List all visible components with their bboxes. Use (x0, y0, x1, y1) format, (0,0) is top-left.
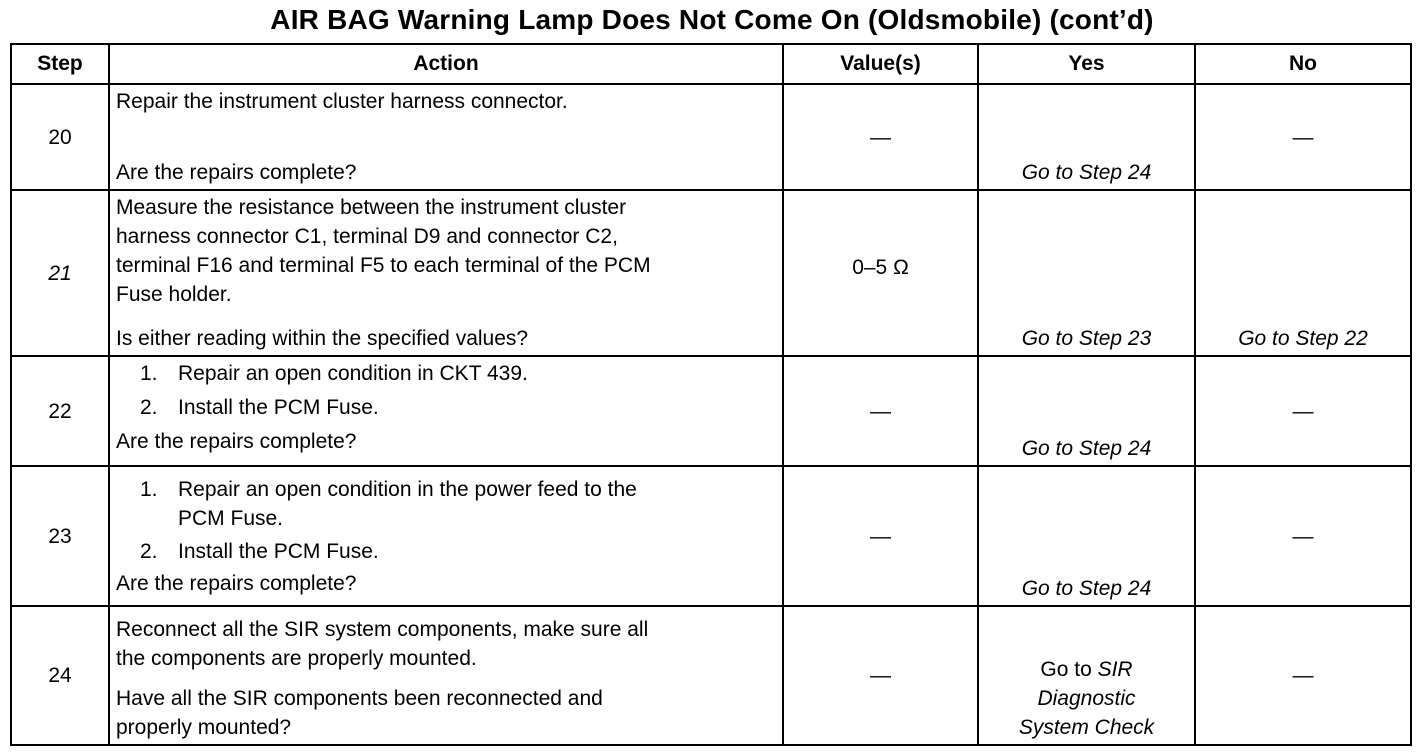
header-action: Action (109, 44, 783, 84)
page-title: AIR BAG Warning Lamp Does Not Come On (Oldsmobile) (cont’d) (270, 4, 1154, 35)
header-yes: Yes (978, 44, 1195, 84)
action-text-line: Fuse holder. (116, 283, 232, 306)
values-cell: — (783, 356, 978, 466)
step-number: 24 (11, 606, 109, 745)
values-cell: — (783, 606, 978, 745)
action-cell (109, 606, 783, 745)
list-item: 1. Repair an open condition in the power feed to the (140, 478, 637, 501)
table-row (11, 190, 1411, 356)
header-values: Value(s) (783, 44, 978, 84)
no-cell: — (1195, 606, 1411, 745)
step-number: 23 (11, 466, 109, 606)
step-number: 20 (11, 84, 109, 190)
action-text-line: harness connector C1, terminal D9 and connector C2, (116, 225, 618, 248)
yes-cell: Go to Step 24 (978, 356, 1195, 466)
yes-cell: Go to SIR Diagnostic System Check (978, 606, 1195, 745)
list-item-continuation: PCM Fuse. (178, 507, 284, 530)
action-cell (109, 84, 783, 190)
action-text-line: the components are properly mounted. (116, 647, 477, 670)
no-cell: Go to Step 22 (1195, 190, 1411, 356)
action-question: Is either reading within the specified values? (116, 327, 529, 350)
step-number: 21 (11, 190, 109, 356)
no-cell: — (1195, 356, 1411, 466)
action-question: Are the repairs complete? (116, 430, 357, 454)
action-question: Are the repairs complete? (116, 161, 357, 184)
step-number: 22 (11, 356, 109, 466)
list-item: 2. Install the PCM Fuse. (140, 539, 379, 563)
action-text: Repair the instrument cluster harness connector. (116, 90, 568, 113)
table-row (11, 84, 1411, 190)
action-text-line: Reconnect all the SIR system components, make sure all (116, 618, 649, 641)
table-row (11, 356, 1411, 466)
header-no: No (1195, 44, 1411, 84)
yes-cell: Go to Step 24 (978, 84, 1195, 190)
table-row (11, 606, 1411, 745)
action-text-line: terminal F16 and terminal F5 to each terminal of the PCM (116, 254, 651, 277)
table-row (11, 466, 1411, 606)
yes-cell: Go to Step 23 (978, 190, 1195, 356)
action-cell (109, 466, 783, 606)
values-cell: — (783, 466, 978, 606)
no-cell: — (1195, 84, 1411, 190)
action-question: properly mounted? (116, 716, 292, 739)
action-question: Have all the SIR components been reconnected and (116, 687, 603, 710)
action-text-line: Measure the resistance between the instrument cluster (116, 196, 627, 219)
values-cell: — (783, 84, 978, 190)
list-item: 1. Repair an open condition in CKT 439. (140, 362, 528, 385)
no-cell: — (1195, 466, 1411, 606)
yes-cell: Go to Step 24 (978, 466, 1195, 606)
header-step: Step (11, 44, 109, 84)
values-cell: 0–5 Ω (783, 190, 978, 356)
list-item: 2. Install the PCM Fuse. (140, 396, 379, 420)
diagnostic-table (10, 43, 1412, 746)
action-question: Are the repairs complete? (116, 572, 357, 596)
action-cell (109, 356, 783, 466)
table-header-row (11, 44, 1411, 84)
action-cell (109, 190, 783, 356)
